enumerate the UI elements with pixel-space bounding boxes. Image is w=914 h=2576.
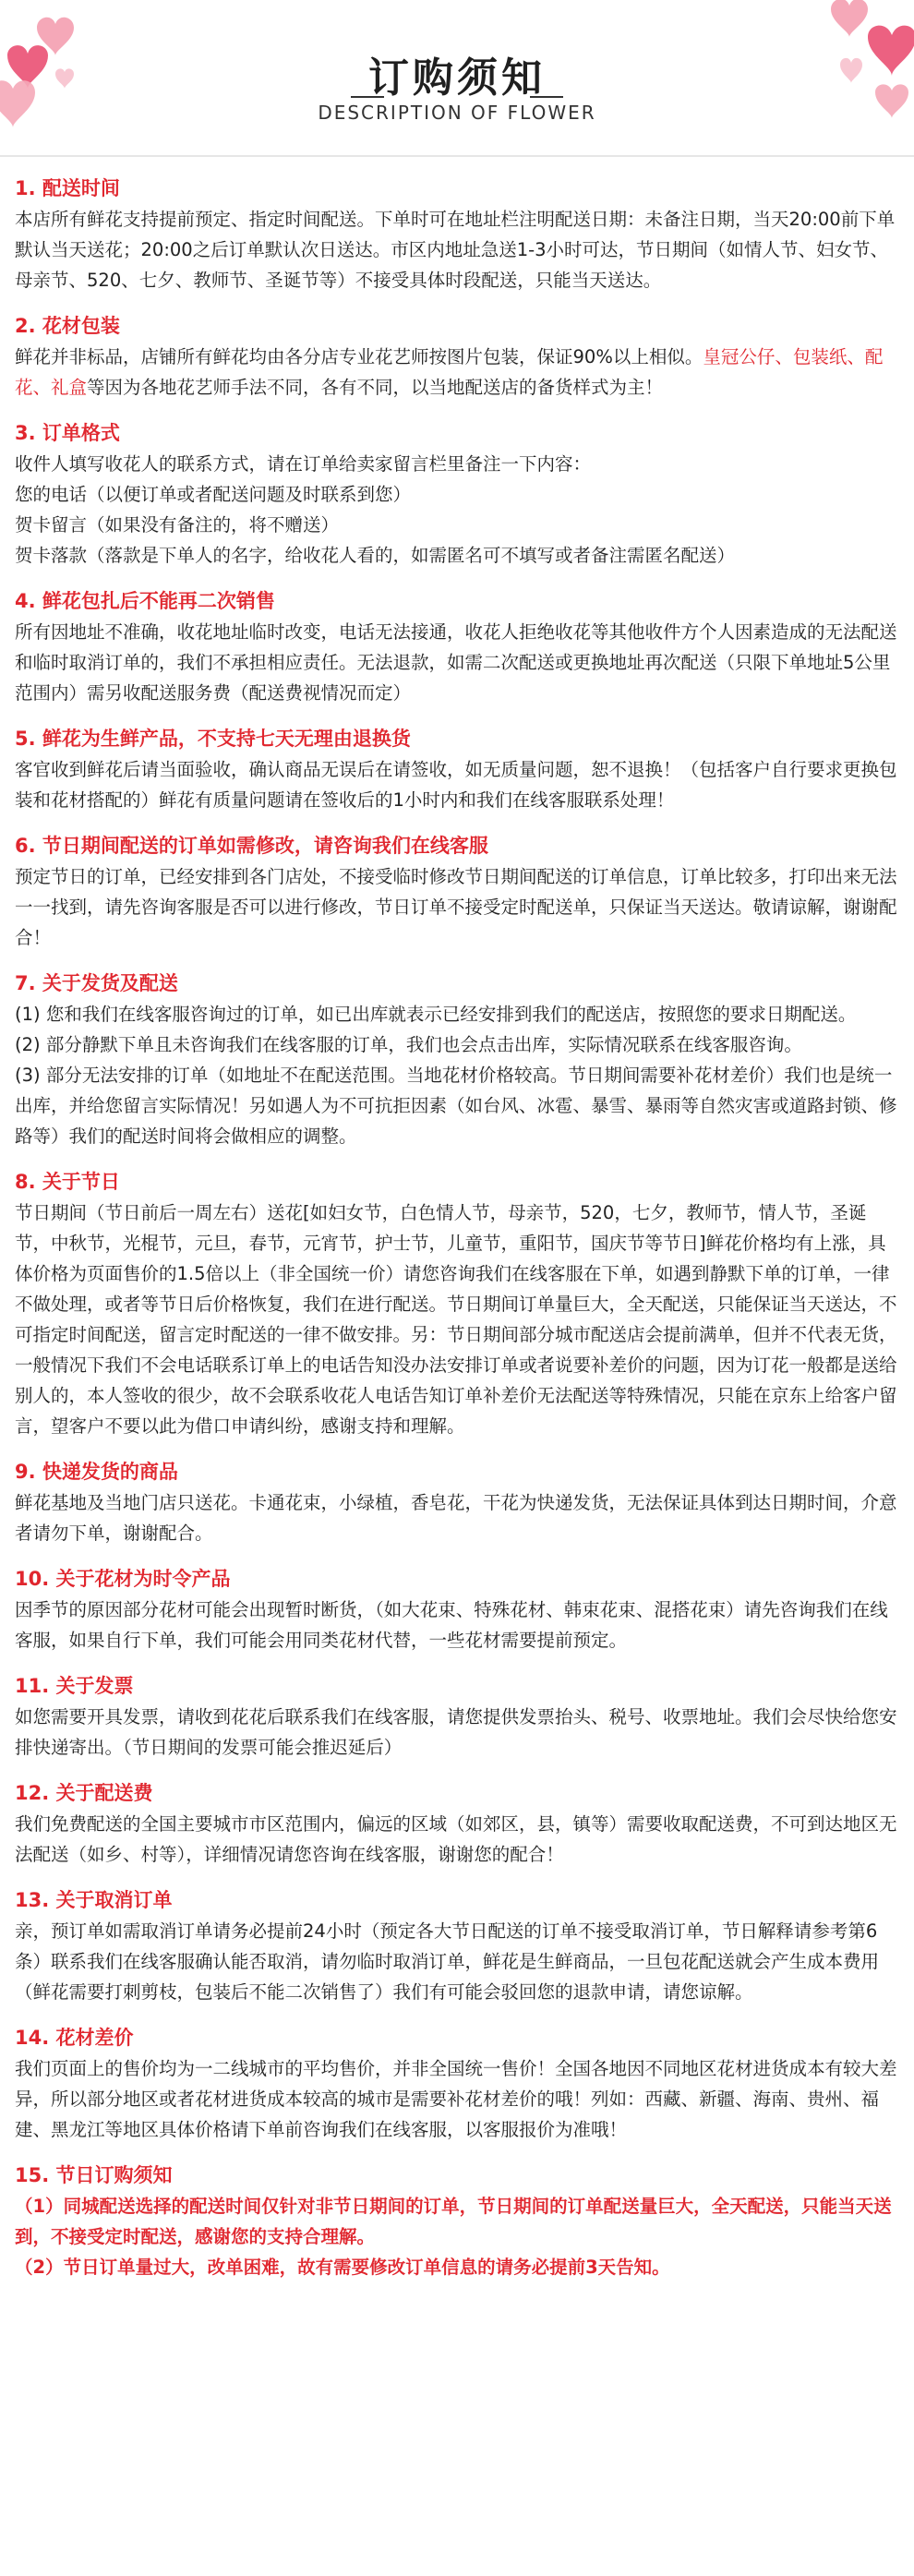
- section-body: 如您需要开具发票，请收到花花后联系我们在线客服，请您提供发票抬头、税号、收票地址。我们会尽快给您安排快递寄出。（节日期间的发票可能会推迟延后）: [15, 1706, 897, 1758]
- section-holidays: [15, 1166, 897, 1441]
- section-title: 14. 花材差价: [15, 2027, 134, 2049]
- section-title: 9. 快递发货的商品: [15, 1461, 178, 1483]
- section-price-difference: [15, 2022, 897, 2145]
- section-holiday-modification: [15, 830, 897, 953]
- section-body: 节日期间（节日前后一周左右）送花[如妇女节，白色情人节，母亲节，520，七夕，教师节，情人节，圣诞节，中秋节，光棍节，元旦，春节，元宵节，护士节，儿童节，重阳节，国庆节等节日]鲜花价格均有上涨，具体价格为页面售价的1.5倍以上（非全国统一价）请您咨询我们在线客服在下单，如遇到静默下单的订单，一律不做处理，或者等节日后价格恢复，我们在进行配送。节日期间订单量巨大，全天配送，只能保证当天送达，不可指定时间配送，留言定时配送的一律不做安排。另：节日期间部分城市配送店会提前满单，但并不代表无货，一般情况下我们不会电话联系订单上的电话告知没办法安排订单或者说要补差价的问题，因为订花一般都是送给别人的，本人签收的很少，故不会联系收花人电话告知订单补差价无法配送等特殊情况，只能在京东上给客户留言，望客户不要以此为借口申请纠纷，感谢支持和理解。: [15, 1202, 897, 1437]
- section-seasonal: [15, 1563, 897, 1655]
- notice-content: [0, 162, 914, 2282]
- section-express: [15, 1456, 897, 1548]
- section-text: 鲜花并非标品，店铺所有鲜花均由各分店专业花艺师按图片包装，保证90%以上相似。: [15, 346, 704, 367]
- section-holiday-ordering: [15, 2160, 897, 2282]
- section-body: 亲，预订单如需取消订单请务必提前24小时（预定各大节日配送的订单不接受取消订单，节日解释请参考第6条）联系我们在线客服确认能否取消，请勿临时取消订单，鲜花是生鲜商品，一旦包花配送就会产生成本费用（鲜花需要打刺剪枝，包装后不能二次销售了）我们有可能会驳回您的退款申请，请您谅解。: [15, 1920, 880, 2003]
- header-divider: [0, 155, 914, 157]
- section-title: 7. 关于发货及配送: [15, 972, 178, 994]
- page-subtitle: DESCRIPTION OF FLOWER: [318, 102, 596, 124]
- section-body: 客官收到鲜花后请当面验收，确认商品无误后在请签收，如无质量问题，恕不退换！（包括客户自行要求更换包装和花材搭配的）鲜花有质量问题请在签收后的1小时内和我们在线客服联系处理！: [15, 759, 897, 811]
- section-title: 10. 关于花材为时令产品: [15, 1568, 231, 1590]
- section-line: 您的电话（以便订单或者配送问题及时联系到您）: [15, 484, 412, 505]
- section-body: [15, 342, 897, 403]
- section-title: 4. 鲜花包扎后不能再二次销售: [15, 590, 275, 612]
- section-body: 因季节的原因部分花材可能会出现暂时断货，（如大花束、特殊花材、韩束花束、混搭花束）请先咨询我们在线客服，如果自行下单，我们可能会用同类花材代替，一些花材需要提前预定。: [15, 1599, 888, 1651]
- section-order-format: [15, 417, 897, 571]
- section-line: 贺卡留言（如果没有备注的，将不赠送）: [15, 514, 340, 536]
- section-shipping: [15, 968, 897, 1151]
- section-body: 我们页面上的售价均为一二线城市的平均售价，并非全国统一售价！全国各地因不同地区花材进货成本有较大差异，所以部分地区或者花材进货成本较高的城市是需要补花材差价的哦！列如：西藏、新疆、海南、贵州、福建、黑龙江等地区具体价格请下单前咨询我们在线客服，以客服报价为准哦！: [15, 2058, 897, 2140]
- section-body: [15, 2191, 897, 2282]
- section-title: 11. 关于发票: [15, 1675, 134, 1697]
- section-body: [15, 449, 897, 571]
- section-title: 8. 关于节日: [15, 1171, 120, 1193]
- section-invoice: [15, 1670, 897, 1763]
- section-body: 所有因地址不准确，收花地址临时改变，电话无法接通，收花人拒绝收花等其他收件方个人因素造成的无法配送和临时取消订单的，我们不承担相应责任。无法退款，如需二次配送或更换地址再次配送（只限下单地址5公里范围内）需另收配送服务费（配送费视情况而定）: [15, 621, 897, 704]
- section-line: (3) 部分无法安排的订单（如地址不在配送范围。当地花材价格较高。节日期间需要补花材差价）我们也是统一出库，并给您留言实际情况！另如遇人为不可抗拒因素（如台风、冰雹、暴雪、暴雨等自然灾害或道路封锁、修路等）我们的配送时间将会做相应的调整。: [15, 1065, 897, 1147]
- section-title: 1. 配送时间: [15, 177, 120, 199]
- section-title: 6. 节日期间配送的订单如需修改，请咨询我们在线客服: [15, 835, 488, 857]
- section-text: 等因为各地花艺师手法不同，各有不同，以当地配送店的备货样式为主！: [87, 377, 664, 398]
- page-title: 订购须知: [368, 54, 546, 102]
- section-highlight-text: 皇冠公仔、包装纸、配花、礼盒: [15, 346, 884, 398]
- section-line: （2）节日订单量过大，改单困难，故有需要修改订单信息的请务必提前3天告知。: [15, 2257, 670, 2278]
- section-packaging: [15, 310, 897, 403]
- section-body: 预定节日的订单，已经安排到各门店处，不接受临时修改节日期间配送的订单信息，订单比较多，打印出来无法一一找到，请先咨询客服是否可以进行修改，节日订单不接受定时配送单，只保证当天送达。敬请谅解，谢谢配合！: [15, 866, 897, 948]
- section-line: 贺卡落款（落款是下单人的名字，给收花人看的，如需匿名可不填写或者备注需匿名配送）: [15, 545, 736, 566]
- section-cancel-order: [15, 1884, 897, 2007]
- section-title: 3. 订单格式: [15, 422, 120, 444]
- section-line: （1）同城配送选择的配送时间仅针对非节日期间的订单，节日期间的订单配送量巨大，全天配送，只能当天送到，不接受定时配送，感谢您的支持合理解。: [15, 2196, 892, 2247]
- section-no-resale: [15, 585, 897, 708]
- section-no-return: [15, 723, 897, 815]
- page-header: [0, 0, 914, 162]
- section-body: 鲜花基地及当地门店只送花。卡通花束，小绿植，香皂花，干花为快递发货，无法保证具体到达日期时间，介意者请勿下单，谢谢配合。: [15, 1492, 897, 1544]
- section-line: (2) 部分静默下单且未咨询我们在线客服的订单，我们也会点击出库，实际情况联系在线客服咨询。: [15, 1034, 802, 1055]
- section-body: 本店所有鲜花支持提前预定、指定时间配送。下单时可在地址栏注明配送日期：未备注日期，当天20:00前下单默认当天送花；20:00之后订单默认次日送达。市区内地址急送1-3小时可达，节日期间（如情人节、妇女节、母亲节、520、七夕、教师节、圣诞节等）不接受具体时段配送，只能当天送达。: [15, 209, 896, 291]
- section-line: (1) 您和我们在线客服咨询过的订单，如已出库就表示已经安排到我们的配送店，按照您的要求日期配送。: [15, 1004, 857, 1025]
- section-title: 12. 关于配送费: [15, 1782, 153, 1804]
- section-title: 13. 关于取消订单: [15, 1889, 173, 1911]
- section-title: 5. 鲜花为生鲜产品，不支持七天无理由退换货: [15, 728, 411, 750]
- section-body: [15, 999, 897, 1151]
- section-delivery-time: [15, 173, 897, 295]
- section-title: 2. 花材包装: [15, 315, 120, 337]
- section-line: 收件人填写收花人的联系方式，请在订单给卖家留言栏里备注一下内容：: [15, 453, 592, 475]
- section-title: 15. 节日订购须知: [15, 2164, 173, 2186]
- section-delivery-fee: [15, 1777, 897, 1870]
- section-body: 我们免费配送的全国主要城市市区范围内，偏远的区域（如郊区，县，镇等）需要收取配送费，不可到达地区无法配送（如乡、村等），详细情况请您咨询在线客服，谢谢您的配合！: [15, 1813, 897, 1865]
